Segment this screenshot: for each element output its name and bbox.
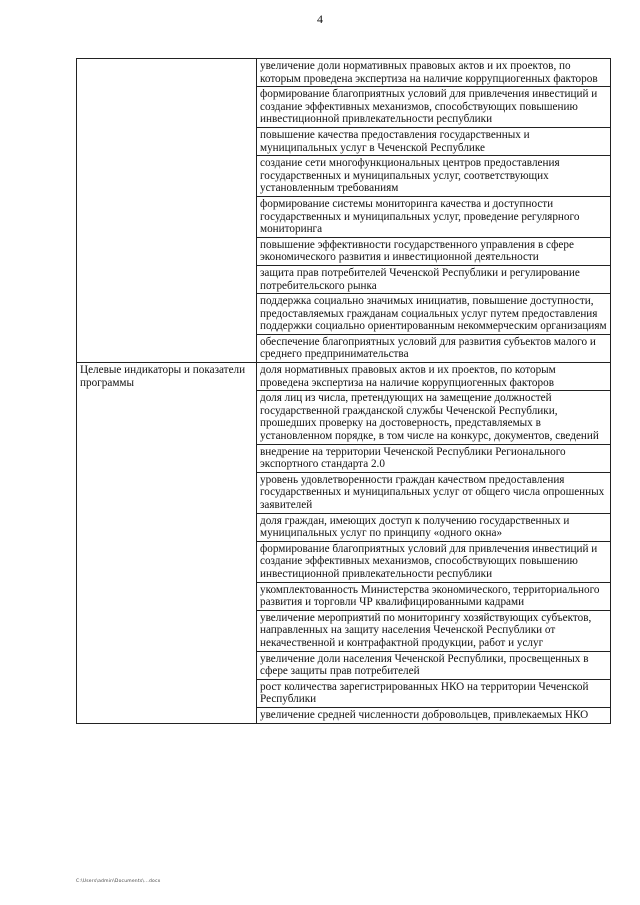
indicator-item: рост количества зарегистрированных НКО на территории Чеченской Республики <box>257 679 611 707</box>
indicator-item: увеличение мероприятий по мониторингу хозяйствующих субъектов, направленных на защиту населения Чеченской Республики от некачественной и контрафактной продукции, работ и услуг <box>257 610 611 651</box>
indicator-item: доля нормативных правовых актов и их проектов, по которым проведена экспертиза на наличие коррупциогенных факторов <box>257 363 611 391</box>
page-number: 4 <box>317 12 323 26</box>
indicator-item: доля граждан, имеющих доступ к получению государственных и муниципальных услуг по принципу «одного окна» <box>257 513 611 541</box>
table-row <box>77 59 611 87</box>
tasks-item: формирование системы мониторинга качества и доступности государственных и муниципальных услуг, проведение регулярного мониторинга <box>257 196 611 237</box>
tasks-item: защита прав потребителей Чеченской Республики и регулирование потребительского рынка <box>257 265 611 293</box>
tasks-item: создание сети многофункциональных центров предоставления государственных и муниципальных услуг, соответствующих установленным требованиям <box>257 156 611 197</box>
indicator-item: формирование благоприятных условий для привлечения инвестиций и создание эффективных механизмов, способствующих повышению инвестиционной привлекательности республики <box>257 541 611 582</box>
table-row <box>77 363 611 391</box>
tasks-item: повышение эффективности государственного управления в сфере экономического развития и инвестиционной деятельности <box>257 237 611 265</box>
tasks-item: обеспечение благоприятных условий для развития субъектов малого и среднего предпринимательства <box>257 334 611 362</box>
indicator-item: внедрение на территории Чеченской Республики Регионального экспортного стандарта 2.0 <box>257 444 611 472</box>
tasks-item: повышение качества предоставления государственных и муниципальных услуг в Чеченской Республике <box>257 127 611 155</box>
tasks-item: формирование благоприятных условий для привлечения инвестиций и создание эффективных механизмов, способствующих повышению инвестиционной привлекательности республики <box>257 87 611 128</box>
indicators-label-cell: Целевые индикаторы и показатели программы <box>77 363 257 723</box>
indicator-item: уровень удовлетворенности граждан качеством предоставления государственных и муниципальных услуг от общего числа опрошенных заявителей <box>257 472 611 513</box>
tasks-label-cell <box>77 59 257 363</box>
tasks-item: увеличение доли нормативных правовых актов и их проектов, по которым проведена экспертиза на наличие коррупциогенных факторов <box>257 59 611 87</box>
tasks-item: поддержка социально значимых инициатив, повышение доступности, предоставляемых гражданам социальных услуг путем предоставления поддержки социально ориентированным некоммерческим организациям <box>257 294 611 335</box>
file-path-footer: C:\Users\admin\Documents\...docx <box>76 879 161 884</box>
indicator-item: укомплектованность Министерства экономического, территориального развития и торговли ЧР квалифицированными кадрами <box>257 582 611 610</box>
indicator-item: увеличение средней численности добровольцев, привлекаемых НКО <box>257 707 611 723</box>
indicator-item: доля лиц из числа, претендующих на замещение должностей государственной гражданской службы Чеченской Республики, прошедших проверку на достоверность, представляемых в установленном порядке, в том числе на конкурс, документов, сведений <box>257 391 611 444</box>
program-passport-table <box>76 58 611 724</box>
indicator-item: увеличение доли населения Чеченской Республики, просвещенных в сфере защиты прав потребителей <box>257 651 611 679</box>
